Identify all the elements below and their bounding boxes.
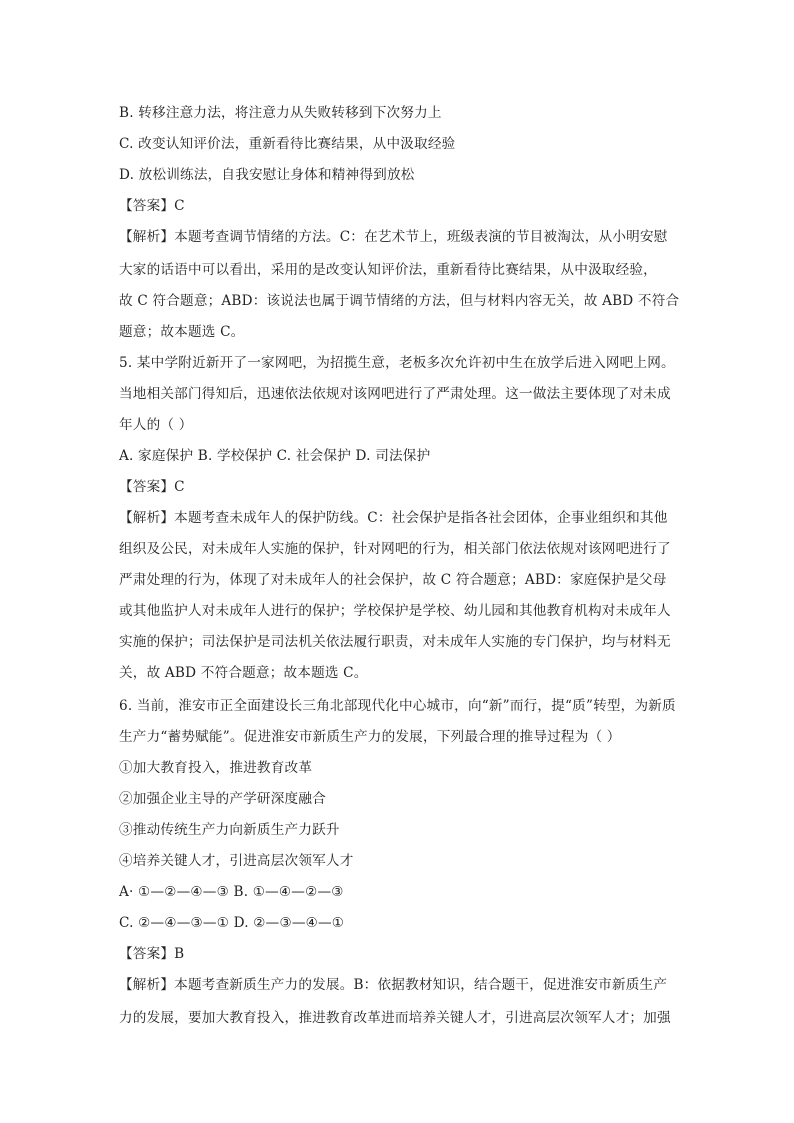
analysis-q5-line-6: 关，故 ABD 不符合题意；故本题选 C。	[119, 665, 368, 681]
answer-q5: 【答案】C	[119, 479, 185, 495]
analysis-q5-line-3: 严肃处理的行为，体现了对未成年人的社会保护，故 C 符合题意；ABD：家庭保护是父母	[119, 572, 667, 588]
question-6-item-1: ①加大教育投入，推进教育改革	[119, 760, 313, 776]
answer-q6: 【答案】B	[119, 946, 185, 962]
question-6-item-2: ②加强企业主导的产学研深度融合	[119, 791, 326, 807]
question-5-line-2: 当地相关部门得知后，迅速依法依规对该网吧进行了严肃处理。这一做法主要体现了对未成	[119, 386, 671, 402]
analysis-q6-line-1: 【解析】本题考查新质生产力的发展。B：依据教材知识，结合题干，促进淮安市新质生产	[119, 977, 668, 993]
question-6-options-cd: C. ②—④—③—① D. ②—③—④—①	[119, 915, 345, 931]
question-5-line-3: 年人的（ ）	[119, 417, 193, 433]
question-5-options: A. 家庭保护 B. 学校保护 C. 社会保护 D. 司法保护	[119, 448, 431, 464]
question-6-line-1: 6. 当前，淮安市正全面建设长三角北部现代化中心城市，向“新”而行，提“质”转型，为新质	[119, 698, 676, 714]
analysis-q4-line-2: 大家的话语中可以看出，采用的是改变认知评价法，重新看待比赛结果，从中汲取经验，	[119, 262, 657, 278]
question-6-line-2: 生产力“蓄势赋能”。促进淮安市新质生产力的发展，下列最合理的推导过程为（ ）	[119, 729, 621, 745]
analysis-q5-line-5: 实施的保护；司法保护是司法机关依法履行职责，对未成年人实施的专门保护，均与材料无	[119, 634, 671, 650]
analysis-q4-line-1: 【解析】本题考查调节情绪的方法。C：在艺术节上，班级表演的节目被淘汰，从小明安慰	[119, 229, 668, 245]
question-6-item-4: ④培养关键人才，引进高层次领军人才	[119, 853, 354, 869]
answer-q4: 【答案】C	[119, 198, 185, 214]
analysis-q4-line-4: 题意；故本题选 C。	[119, 324, 245, 340]
option-c-q4: C. 改变认知评价法，重新看待比赛结果，从中汲取经验	[119, 136, 456, 152]
option-b-q4: B. 转移注意力法，将注意力从失败转移到下次努力上	[119, 105, 442, 121]
analysis-q5-line-4: 或其他监护人对未成年人进行的保护；学校保护是学校、幼儿园和其他教育机构对未成年人	[119, 603, 671, 619]
analysis-q5-line-2: 组织及公民，对未成年人实施的保护，针对网吧的行为，相关部门依法依规对该网吧进行了	[119, 541, 671, 557]
analysis-q6-line-2: 力的发展，要加大教育投入，推进教育改革进而培养关键人才，引进高层次领军人才；加强	[119, 1010, 671, 1026]
option-d-q4: D. 放松训练法，自我安慰让身体和精神得到放松	[119, 167, 415, 183]
question-5-line-1: 5. 某中学附近新开了一家网吧，为招揽生意，老板多次允许初中生在放学后进入网吧上网。	[119, 355, 675, 371]
question-6-item-3: ③推动传统生产力向新质生产力跃升	[119, 822, 340, 838]
question-6-options-ab: A· ①—②—④—③ B. ①—④—②—③	[119, 884, 344, 900]
analysis-q5-line-1: 【解析】本题考查未成年人的保护防线。C：社会保护是指各社会团体，企事业组织和其他	[119, 510, 668, 526]
analysis-q4-line-3: 故 C 符合题意；ABD：该说法也属于调节情绪的方法，但与材料内容无关，故 ABD 不符合	[119, 293, 680, 309]
